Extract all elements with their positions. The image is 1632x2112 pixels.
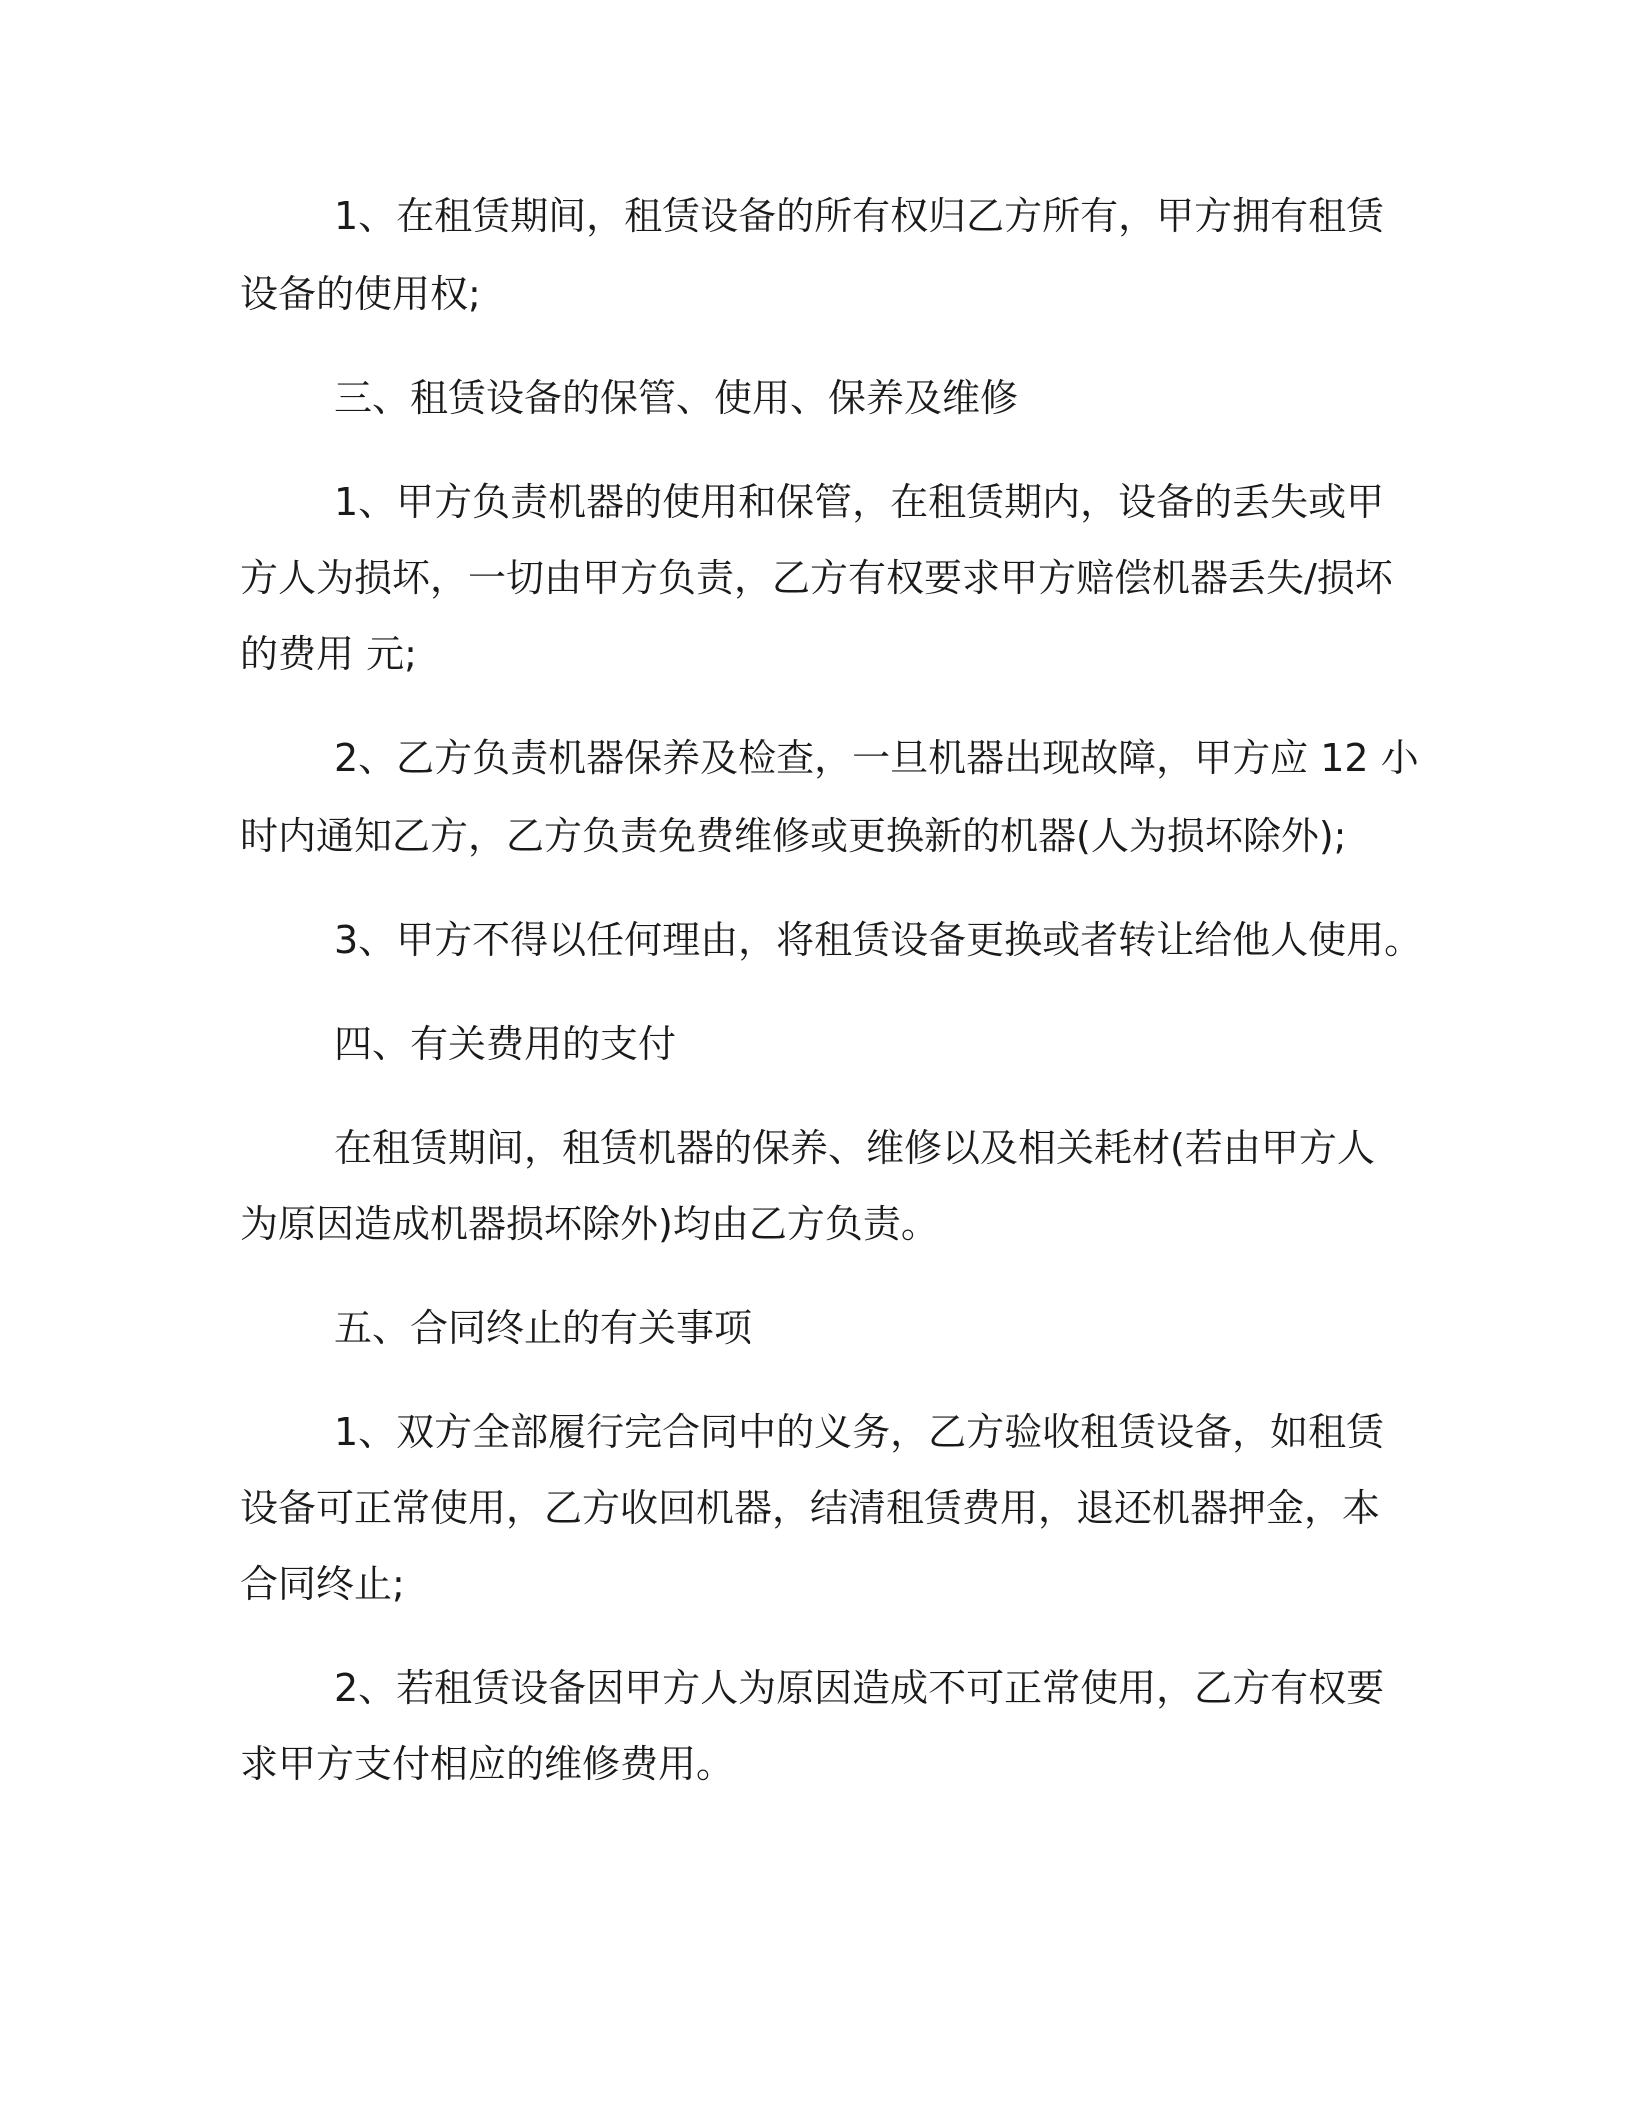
paragraph-5-2-line-2: 求甲方支付相应的维修费用。 bbox=[240, 1742, 735, 1786]
section-heading-3: 三、租赁设备的保管、使用、保养及维修 bbox=[334, 376, 1019, 420]
paragraph-4-line-1: 在租赁期间，租赁机器的保养、维修以及相关耗材(若由甲方人 bbox=[334, 1126, 1375, 1170]
paragraph-3-3-line-1: 3、甲方不得以任何理由，将租赁设备更换或者转让给他人使用。 bbox=[334, 918, 1423, 962]
paragraph-3-2-line-2: 时内通知乙方，乙方负责免费维修或更换新的机器(人为损坏除外); bbox=[240, 814, 1347, 858]
paragraph-3-1-line-1: 1、甲方负责机器的使用和保管，在租赁期内，设备的丢失或甲 bbox=[334, 480, 1385, 524]
paragraph-3-2-line-1: 2、乙方负责机器保养及检查，一旦机器出现故障，甲方应 12 小 bbox=[334, 736, 1419, 780]
paragraph-5-2-line-1: 2、若租赁设备因甲方人为原因造成不可正常使用，乙方有权要 bbox=[334, 1666, 1385, 1710]
paragraph-5-1-line-2: 设备可正常使用，乙方收回机器，结清租赁费用，退还机器押金，本 bbox=[240, 1486, 1381, 1530]
paragraph-1-line-2: 设备的使用权; bbox=[240, 272, 481, 316]
section-heading-5: 五、合同终止的有关事项 bbox=[334, 1306, 753, 1350]
paragraph-5-1-line-1: 1、双方全部履行完合同中的义务，乙方验收租赁设备，如租赁 bbox=[334, 1410, 1385, 1454]
paragraph-5-1-line-3: 合同终止; bbox=[240, 1562, 405, 1606]
paragraph-3-1-line-2: 方人为损坏，一切由甲方负责，乙方有权要求甲方赔偿机器丢失/损坏 bbox=[240, 556, 1393, 600]
paragraph-3-1-line-3: 的费用 元; bbox=[240, 632, 417, 676]
paragraph-1-line-1: 1、在租赁期间，租赁设备的所有权归乙方所有，甲方拥有租赁 bbox=[334, 194, 1385, 238]
section-heading-4: 四、有关费用的支付 bbox=[334, 1022, 677, 1066]
paragraph-4-line-2: 为原因造成机器损坏除外)均由乙方负责。 bbox=[240, 1202, 939, 1246]
